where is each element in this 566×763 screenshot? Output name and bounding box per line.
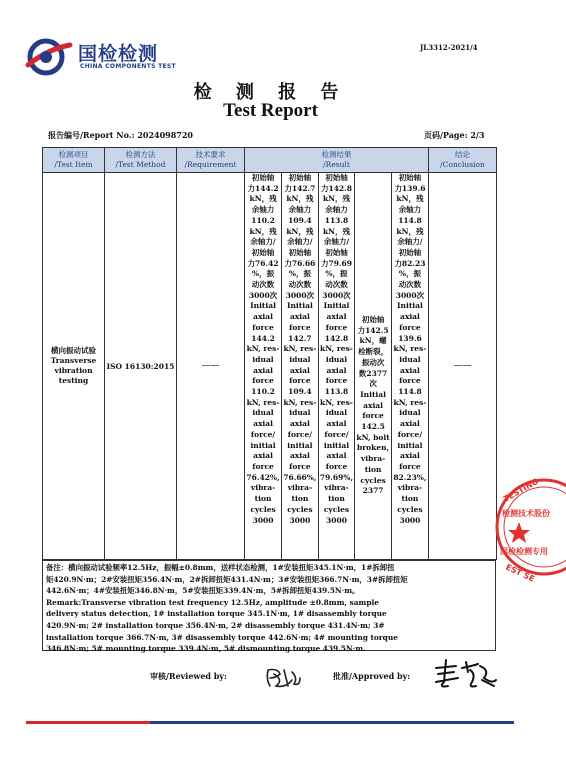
result-line: 余轴力/	[397, 237, 423, 247]
result-line: kN，残	[322, 226, 351, 236]
remark-line: 420.9N·m; 2# installation torque 356.4N·m, 2# disassembly torque 431.4N·m; 3#	[46, 620, 385, 630]
header-requirement: 技术要求 /Requirement	[177, 148, 245, 173]
remark-line: 备注：横向振动试验频率12.5Hz，振幅±0.8mm，送样状态检测，1#安装扭矩345.1N·m，1#拆卸扭	[46, 563, 395, 572]
official-seal	[496, 470, 566, 585]
result-line: 余轴力/	[287, 237, 313, 247]
result-line: 142.5	[361, 422, 385, 432]
result-line: 3000次	[322, 290, 351, 300]
result-line: kN，残	[286, 194, 314, 204]
result-line: force/	[287, 429, 313, 439]
result-line: 力139.6	[394, 183, 426, 193]
result-line: idual	[325, 354, 348, 364]
result-line: tion	[401, 494, 419, 504]
result-line: 113.8	[324, 387, 349, 397]
table-header-row	[43, 148, 497, 173]
result-line: force/	[324, 429, 349, 439]
header-result: 检测结果 /Result	[245, 148, 429, 173]
result-line: 113.8	[324, 215, 349, 225]
result-line: force	[399, 461, 421, 471]
result-line: tion	[254, 494, 272, 504]
logo-chinese-name: 国检检测	[78, 43, 159, 65]
result-line: 76.42%,	[246, 472, 280, 482]
result-line: force	[325, 376, 348, 386]
result-line: kN, res-	[246, 344, 280, 354]
result-sample-2	[282, 173, 319, 559]
result-line: 力142.5	[357, 325, 389, 335]
result-line: kN，残	[322, 194, 351, 204]
remark-line: installation torque 366.7N·m, 3# disassembly torque 442.6N·m; 4# mounting torque	[46, 632, 398, 642]
report-title-chinese: 检 测 报 告	[193, 82, 348, 103]
result-subcolumns	[245, 173, 428, 559]
result-line: axial	[289, 365, 310, 375]
result-line: initial	[250, 440, 276, 450]
result-line: 振动次	[361, 357, 385, 367]
result-line: force	[399, 322, 421, 332]
result-line: axial	[399, 451, 420, 461]
result-line: 144.2	[251, 333, 275, 343]
result-line: broken,	[356, 443, 390, 453]
result-line: axial	[363, 400, 384, 410]
result-line: 76.66%,	[283, 472, 317, 482]
result-line: vibra-	[324, 483, 349, 493]
result-line: force	[252, 376, 274, 386]
svg-text:国检检测专用: 国检检测专用	[500, 547, 548, 556]
result-line: 79.69%,	[319, 472, 354, 482]
test-results-table	[42, 147, 497, 560]
result-sample-4	[355, 173, 392, 559]
result-line: Initial	[360, 389, 386, 399]
result-line: 3000次	[248, 290, 278, 300]
result-line: idual	[252, 408, 274, 418]
result-line: force	[362, 411, 384, 421]
result-line: idual	[399, 408, 421, 418]
result-line: axial	[326, 312, 347, 322]
result-line: 142.8	[324, 333, 349, 343]
result-line: 力142.8	[320, 183, 352, 193]
result-line: 力79.69	[320, 258, 352, 268]
reviewer-signature	[262, 664, 302, 692]
result-line: force	[399, 376, 421, 386]
result-line: 动次数	[251, 280, 275, 290]
approver-signature	[432, 656, 498, 692]
result-line: axial	[399, 365, 420, 375]
result-line: axial	[326, 419, 347, 429]
reviewed-by-label: 审核/Reviewed by:	[150, 671, 227, 681]
result-line: 139.6	[398, 333, 422, 343]
footer-bar-blue	[150, 721, 514, 724]
result-line: 力82.23	[394, 258, 426, 268]
result-line: idual	[252, 354, 274, 364]
result-line: force	[325, 461, 348, 471]
result-line: 3000	[399, 515, 421, 525]
result-line: 余轴力	[398, 205, 422, 215]
remark-line: 346.8N·m; 5# mounting torque 339.4N·m, 5# dismounting torque 439.5N·m.	[46, 644, 366, 654]
result-line: 3000	[289, 515, 311, 525]
result-line: vibra-	[360, 454, 386, 464]
test-item-cell: 横向振动试验 Transverse vibration testing	[43, 173, 105, 560]
result-line: idual	[325, 408, 348, 418]
result-line: initial	[323, 440, 350, 450]
result-line: Initial	[397, 301, 423, 311]
result-line: kN, bolt	[356, 432, 390, 442]
result-line: 3000次	[285, 290, 315, 300]
document-code: JL3312-2021/4	[420, 43, 478, 52]
remark-line: delivery status detection, 1# installation torque 345.1N·m, 1# disassembly torque	[46, 609, 387, 619]
result-line: force	[252, 322, 274, 332]
header-test-method: 检测方法 /Test Method	[105, 148, 177, 173]
result-line: kN, res-	[320, 344, 353, 354]
result-line: axial	[289, 451, 310, 461]
result-line: initial	[287, 440, 313, 450]
result-line: kN，残	[249, 194, 277, 204]
result-line: 110.2	[251, 215, 275, 225]
result-line: axial	[326, 365, 347, 375]
result-line: idual	[289, 408, 311, 418]
result-line: 数2377	[358, 368, 388, 378]
result-line: axial	[399, 419, 420, 429]
result-line: tion	[328, 494, 345, 504]
conclusion-cell: ——	[429, 173, 497, 560]
result-line: 余轴力/	[323, 237, 350, 247]
result-line: axial	[289, 419, 310, 429]
result-line: tion	[364, 464, 382, 474]
logo-emblem-icon	[26, 37, 72, 77]
result-line: 114.8	[398, 387, 422, 397]
company-logo	[26, 37, 176, 77]
result-line: axial	[253, 419, 273, 429]
result-line: cycles	[360, 475, 386, 485]
result-line: force	[252, 461, 274, 471]
header-conclusion: 结论 /Conclusion	[429, 148, 497, 173]
result-line: 109.4	[288, 387, 312, 397]
result-line: cycles	[250, 504, 276, 514]
result-line: force	[289, 376, 311, 386]
result-line: 110.2	[251, 387, 275, 397]
result-line: kN, res-	[320, 397, 353, 407]
result-line: force/	[250, 429, 276, 439]
result-line: 初始轴	[288, 173, 312, 182]
result-line: kN, res-	[393, 397, 427, 407]
result-line: force	[289, 461, 311, 471]
result-line: axial	[289, 312, 310, 322]
svg-text:TESTING: TESTING	[502, 476, 540, 504]
result-line: cycles	[287, 504, 313, 514]
result-line: 初始轴	[398, 247, 422, 257]
result-line: kN, res-	[283, 344, 317, 354]
page-number: 页码/Page: 2/3	[424, 130, 485, 140]
result-line: 栓断裂，	[358, 347, 389, 357]
result-line: 余轴力	[288, 205, 312, 215]
result-line: 力76.42	[247, 258, 279, 268]
report-number: 报告编号/Report No.: 2024098720	[48, 130, 193, 140]
result-line: 余轴力/	[250, 237, 276, 247]
test-method-cell: ISO 16130:2015	[105, 173, 177, 560]
result-line: idual	[289, 354, 311, 364]
result-line: kN，残	[249, 226, 277, 236]
result-line: 114.8	[398, 215, 422, 225]
result-line: 初始轴	[398, 173, 422, 182]
result-line: 力144.2	[247, 183, 279, 193]
result-line: force	[289, 322, 311, 332]
logo-english-name: CHINA COMPONENTS TEST	[80, 63, 176, 70]
result-line: force/	[397, 429, 423, 439]
result-sample-3	[318, 173, 355, 559]
table-row	[43, 173, 497, 560]
result-line: idual	[399, 354, 421, 364]
result-line: kN，残	[286, 226, 314, 236]
result-line: %，振	[398, 269, 421, 279]
result-line: vibra-	[287, 483, 313, 493]
result-line: 动次数	[325, 280, 348, 290]
result-line: 次	[369, 379, 377, 389]
result-line: axial	[253, 451, 273, 461]
result-line: Initial	[323, 301, 350, 311]
footer-bar-red	[26, 721, 150, 724]
result-line: %，振	[288, 269, 311, 279]
result-line: 初始轴	[325, 247, 348, 257]
remark-box	[42, 560, 496, 654]
svg-text:EST SE: EST SE	[504, 562, 536, 584]
result-line: 82.23%,	[393, 472, 427, 482]
result-line: Initial	[250, 301, 276, 311]
svg-text:检测技术股份: 检测技术股份	[502, 509, 550, 518]
result-line: 初始轴	[251, 247, 275, 257]
result-line: axial	[399, 312, 420, 322]
result-line: axial	[253, 312, 273, 322]
result-line: 余轴力	[325, 205, 348, 215]
approved-by-label: 批准/Approved by:	[333, 671, 411, 681]
result-line: kN，残	[396, 194, 424, 204]
remark-line: 矩420.9N·m；2#安装扭矩356.4N·m，2#拆卸扭矩431.4N·m；3#安装扭矩366.7N·m，3#拆卸扭矩	[46, 574, 408, 584]
requirement-cell: ——	[177, 173, 245, 560]
result-line: axial	[253, 365, 273, 375]
result-sample-1	[245, 173, 282, 559]
result-line: cycles	[323, 504, 350, 514]
result-line: 动次数	[398, 280, 422, 290]
result-line: 3000次	[395, 290, 425, 300]
result-line: kN，螺	[359, 336, 387, 346]
remark-line: Remark:Transverse vibration test frequency 12.5Hz, amplitude ±0.8mm, sample	[46, 597, 380, 607]
result-line: Initial	[286, 301, 313, 311]
result-line: 初始轴	[251, 173, 275, 182]
result-line: kN，残	[396, 226, 424, 236]
result-line: 力76.66	[284, 258, 316, 268]
result-line: kN, res-	[393, 344, 427, 354]
result-line: vibra-	[397, 483, 423, 493]
result-line: force	[325, 322, 348, 332]
result-line: %，振	[325, 269, 348, 279]
header-test-item: 检测项目 /Test Item	[43, 148, 105, 173]
result-line: 力142.7	[284, 183, 316, 193]
result-line: axial	[326, 451, 347, 461]
result-line: cycles	[397, 504, 423, 514]
result-line: 初始轴	[361, 315, 385, 325]
result-line: %，振	[251, 269, 275, 279]
result-line: 142.7	[288, 333, 312, 343]
report-title-english: Test Report	[223, 100, 318, 121]
result-line: initial	[397, 440, 423, 450]
result-line: 3000	[252, 515, 274, 525]
result-sample-5	[391, 173, 428, 559]
result-line: kN, res-	[283, 397, 317, 407]
result-line: 初始轴	[288, 247, 312, 257]
result-line: 2377	[362, 486, 384, 496]
result-line: kN, res-	[246, 397, 280, 407]
result-line: 109.4	[288, 215, 312, 225]
remark-line: 442.6N·m；4#安装扭矩346.8N·m，5#安装扭矩339.4N·m，5#拆卸扭矩439.5N·m。	[46, 586, 360, 596]
result-line: 动次数	[288, 280, 312, 290]
result-line: 余轴力	[251, 205, 275, 215]
result-cell	[245, 173, 429, 560]
result-line: vibra-	[250, 483, 276, 493]
result-line: 3000	[326, 515, 347, 525]
result-line: 初始轴	[325, 173, 348, 182]
result-line: tion	[291, 494, 309, 504]
